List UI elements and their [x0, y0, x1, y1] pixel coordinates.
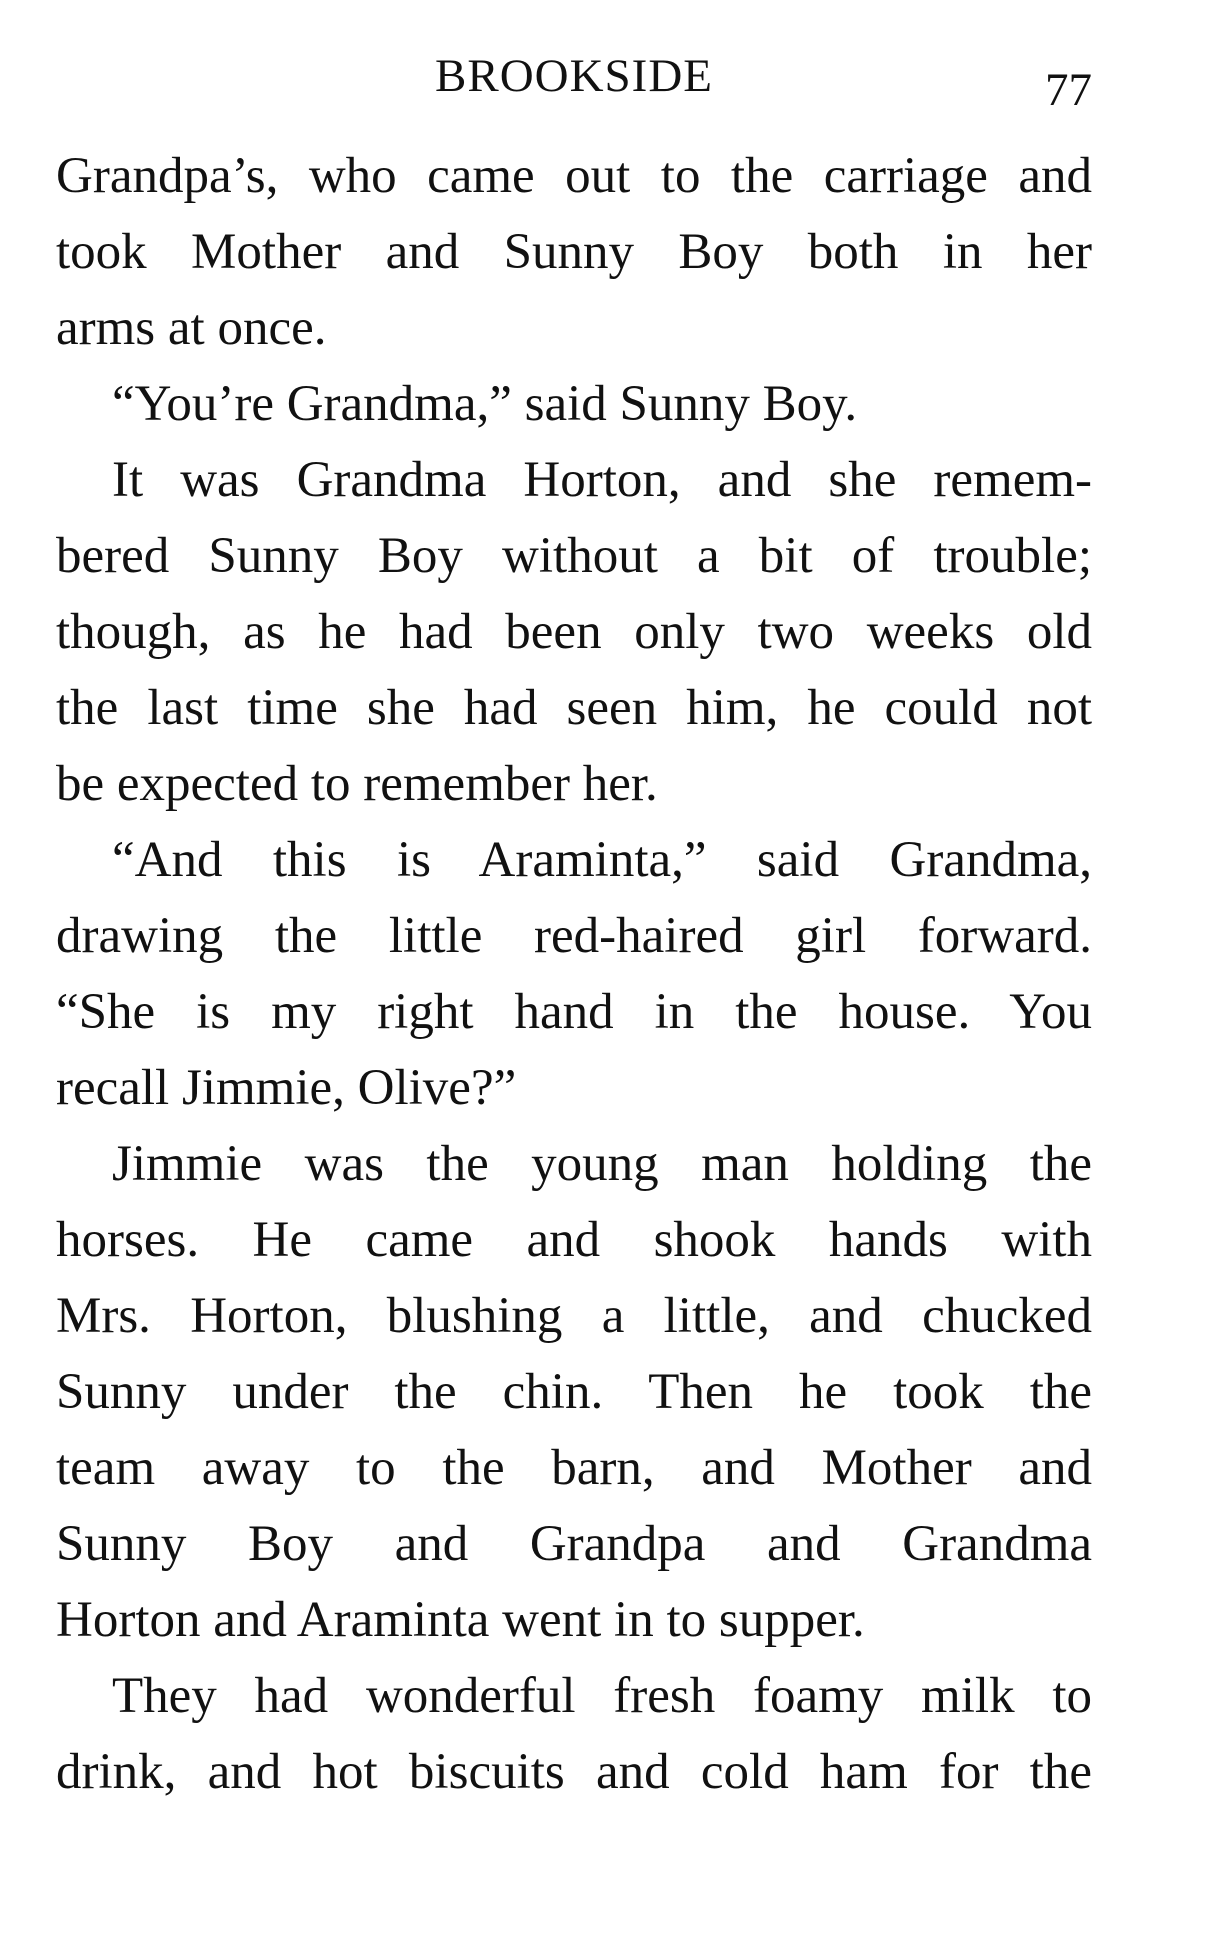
text-line: horses. He came and shook hands with	[56, 1212, 1092, 1268]
text-line: though, as he had been only two weeks old	[56, 604, 1092, 660]
text-line: Sunny Boy and Grandpa and Grandma	[56, 1516, 1092, 1572]
text-line: Jimmie was the young man holding the	[112, 1136, 1092, 1192]
running-head-title: BROOKSIDE	[435, 50, 713, 102]
text-line: be expected to remember her.	[56, 756, 658, 812]
body-text	[56, 138, 1092, 1810]
text-line: Grandpa’s, who came out to the carriage and	[56, 148, 1092, 204]
text-line: Mrs. Horton, blushing a little, and chucked	[56, 1288, 1092, 1344]
text-line: It was Grandma Horton, and she remem-	[112, 452, 1092, 508]
text-line: “She is my right hand in the house. You	[56, 984, 1092, 1040]
text-line: They had wonderful fresh foamy milk to	[112, 1668, 1092, 1724]
text-line: team away to the barn, and Mother and	[56, 1440, 1092, 1496]
text-line: Horton and Araminta went in to supper.	[56, 1592, 865, 1648]
page-number: 77	[1045, 64, 1092, 116]
text-line: drink, and hot biscuits and cold ham for the	[56, 1744, 1092, 1800]
running-head	[56, 42, 1092, 116]
text-line: bered Sunny Boy without a bit of trouble;	[56, 528, 1092, 584]
text-line: arms at once.	[56, 300, 327, 356]
text-line: “You’re Grandma,” said Sunny Boy.	[112, 376, 858, 432]
text-line: drawing the little red-haired girl forward.	[56, 908, 1092, 964]
text-line: “And this is Araminta,” said Grandma,	[112, 832, 1092, 888]
text-line: the last time she had seen him, he could not	[56, 680, 1092, 736]
text-line: took Mother and Sunny Boy both in her	[56, 224, 1092, 280]
text-line: Sunny under the chin. Then he took the	[56, 1364, 1092, 1420]
text-line: recall Jimmie, Olive?”	[56, 1060, 517, 1116]
